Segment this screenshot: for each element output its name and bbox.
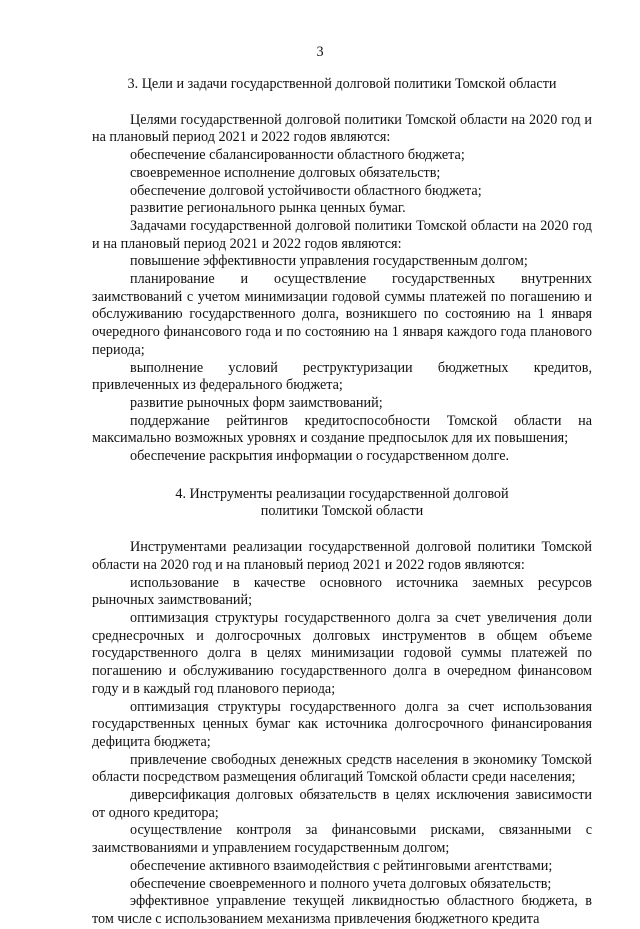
paragraph: диверсификация долговых обязательств в целях исключения зависимости от одного кредитора; bbox=[92, 787, 592, 821]
paragraph: обеспечение долговой устойчивости областного бюджета; bbox=[130, 182, 482, 199]
page-content bbox=[92, 76, 592, 929]
paragraph: осуществление контроля за финансовыми рисками, связанными с заимствованиями и управлением государственным долгом; bbox=[92, 822, 592, 857]
paragraph: оптимизация структуры государственного долга за счет использования государственных ценных бумаг как источника долгосрочного финансирования дефицита бюджета; bbox=[92, 698, 592, 750]
paragraph: развитие регионального рынка ценных бумаг. bbox=[130, 200, 406, 217]
page-number: 3 bbox=[316, 44, 324, 60]
paragraph: эффективное управление текущей ликвидностью областного бюджета, в том числе с использованием механизма привлечения бюджетного кредита bbox=[92, 893, 592, 927]
paragraph: своевременное исполнение долговых обязательств; bbox=[130, 164, 441, 181]
paragraph: планирование и осуществление государственных внутренних заимствований с учетом минимизации годовой суммы платежей по погашению и обслуживанию государственного долга, возникшего по состоянию на 1 января очередного финансового года и по состоянию на 1 января каждого года планового периода; bbox=[92, 271, 592, 358]
paragraph: обеспечение своевременного и полного учета долговых обязательств; bbox=[130, 875, 552, 892]
section-3-heading: 3. Цели и задачи государственной долговой политики Томской области bbox=[127, 76, 557, 92]
paragraph: Инструментами реализации государственной долговой политики Томской области на 2020 год и на плановый период 2021 и 2022 годов являются: bbox=[92, 539, 592, 573]
paragraph: поддержание рейтингов кредитоспособности Томской области на максимально возможных уровнях и создание предпосылок для их повышения; bbox=[92, 412, 592, 447]
paragraph: обеспечение сбалансированности областного бюджета; bbox=[130, 147, 465, 164]
section-4-heading-line-1: 4. Инструменты реализации государственной долговой bbox=[175, 485, 509, 502]
paragraph: выполнение условий реструктуризации бюджетных кредитов, привлеченных из федерального бюджета; bbox=[92, 359, 592, 394]
paragraph: привлечение свободных денежных средств населения в экономику Томской области посредством размещения облигаций Томской области среди населения; bbox=[92, 751, 592, 786]
paragraph: обеспечение раскрытия информации о государственном долге. bbox=[130, 448, 510, 465]
section-4-heading-line-2: политики Томской области bbox=[260, 503, 424, 520]
paragraph: оптимизация структуры государственного долга за счет увеличения доли среднесрочных и долгосрочных долговых инструментов в общем объеме государственного долга в целях минимизации годовой суммы платежей по погашению и обслуживанию государственного долга в очередном финансовом году и в каждый год планового периода; bbox=[92, 609, 592, 697]
paragraph: повышение эффективности управления государственным долгом; bbox=[130, 253, 528, 270]
section-3-body bbox=[92, 112, 592, 466]
paragraph: развитие рыночных форм заимствований; bbox=[130, 394, 383, 411]
section-4-body bbox=[92, 539, 592, 928]
paragraph: использование в качестве основного источника заемных ресурсов рыночных заимствований; bbox=[92, 574, 592, 609]
paragraph: обеспечение активного взаимодействия с рейтинговыми агентствами; bbox=[130, 857, 553, 874]
paragraph: Целями государственной долговой политики Томской области на 2020 год и на плановый период 2021 и 2022 годов являются: bbox=[92, 111, 592, 146]
paragraph: Задачами государственной долговой политики Томской области на 2020 год и на плановый период 2021 и 2022 годов являются: bbox=[92, 217, 592, 252]
